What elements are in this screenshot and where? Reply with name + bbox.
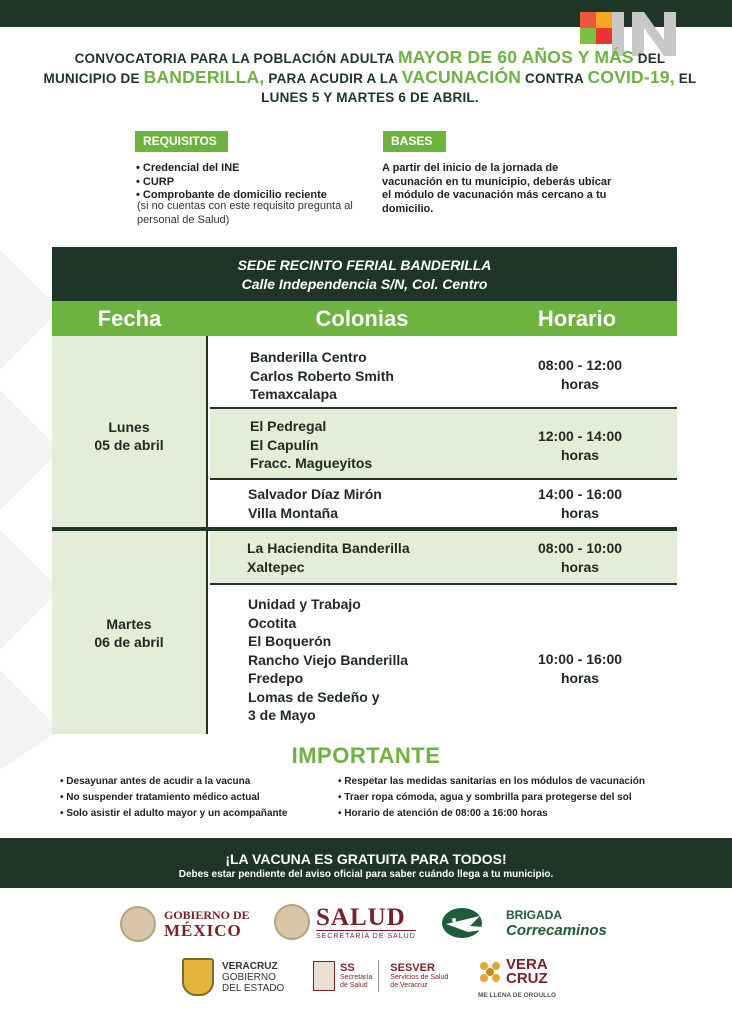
horario-unit: horas [560,446,600,463]
colonia: Salvador Díaz Mirón [248,486,382,502]
veracruz-gobierno-logo [182,958,284,996]
brigada-correcaminos-logo [440,906,607,940]
colonias-cell [250,417,372,473]
requisitos-list [136,162,376,203]
footer-subline: Debes estar pendiente del aviso oficial para saber cuándo llega a tu municipio. [178,869,554,880]
horario-range: 08:00 - 10:00 [537,540,623,556]
colonia: Fracc. Magueyitos [250,455,373,471]
logo-text: SS [340,962,355,974]
horario-unit: horas [560,558,600,575]
gobierno-mexico-logo [120,906,250,942]
colonias-cell [248,595,408,725]
colonia: El Pedregal [250,418,327,434]
header-horario: Horario [537,306,617,331]
sede-header [52,247,677,301]
table-row [210,531,677,585]
requisito-item: • CURP [136,176,376,190]
requisito-item: • Comprobante de domicilio reciente [136,189,376,203]
colonias-cell [247,539,410,576]
logo-text: Secretaría [340,974,373,981]
flower-mark-icon [478,960,502,984]
roadrunner-icon [440,906,498,940]
requisito-item: • Credencial del INE [136,162,376,176]
importante-list-left [60,774,320,822]
logo-text: GOBIERNO DE [164,908,250,922]
colonia: La Haciendita Banderilla [247,540,410,556]
table-row [210,585,677,734]
logo-text: Correcaminos [506,921,607,939]
logo-text: DEL ESTADO [222,982,285,994]
salud-logo [274,904,416,940]
colonia: Villa Montaña [248,504,338,521]
colonias-cell [248,485,382,522]
importante-list-right [338,774,698,822]
importante-item: • Desayunar antes de acudir a la vacuna [60,774,320,790]
importante-item: • Solo asistir el adulto mayor y un acompañante [60,806,320,822]
ss-building-icon [313,961,335,991]
mexico-seal-icon [120,906,156,942]
colonia: Xaltepec [247,558,305,575]
table-row [210,409,677,480]
logo-tagline: ME LLENA DE ORGULLO [478,992,557,999]
colonia: Lomas de Sedeño y [248,688,380,705]
importante-item: • No suspender tratamiento médico actual [60,790,320,806]
header-colonias: Colonias [315,306,409,331]
day-date: 05 de abril [94,437,164,453]
logo-text: GOBIERNO [222,971,276,983]
horario-cell [510,427,650,464]
logo-text: de Salud [340,982,368,989]
veracruz-orgullo-logo [478,956,557,999]
veracruz-shield-icon [182,958,214,996]
logo-text: SESVER [390,962,435,974]
day-name: Martes [106,616,152,632]
logo-text: VERACRUZ [222,960,278,972]
footer-band [0,838,732,888]
logo-text: SALUD [316,903,406,931]
colonia: Unidad y Trabajo [248,596,361,612]
logo-text: Servicios de Salud [390,974,449,981]
ss-sesver-logo [313,960,448,992]
date-cell-lunes [52,336,208,527]
horario-cell [510,356,650,393]
horario-cell [510,485,650,522]
sede-address: Calle Independencia S/N, Col. Centro [241,276,488,292]
importante-item: • Traer ropa cómoda, agua y sombrilla para protegerse del sol [338,790,698,806]
logo-text: MÉXICO [164,921,242,940]
logo-text: CRUZ [506,970,548,987]
table-row [210,480,677,527]
horario-range: 10:00 - 16:00 [537,651,623,667]
day-name: Lunes [108,419,150,435]
importante-title: IMPORTANTE [291,743,441,768]
requisitos-note: (si no cuentas con este requisito pregunta al personal de Salud) [137,200,353,226]
mexico-seal-icon [274,904,310,940]
colonia: Ocotita [248,614,297,631]
headline: CONVOCATORIA PARA LA POBLACIÓN ADULTA MAYOR DE 60 AÑOS Y MÁS DEL MUNICIPIO DE BANDERILLA, PARA ACUDIR A LA VACUNACIÓN CONTRA COVID-19, EL LUNES 5 Y MARTES 6 DE ABRIL. [43,47,697,105]
importante-item: • Horario de atención de 08:00 a 16:00 horas [338,806,698,822]
logo-separator [378,960,379,992]
logo-text: BRIGADA [506,907,562,922]
horario-range: 12:00 - 14:00 [537,428,623,444]
logo-text: VERA [506,956,548,973]
requisitos-tag: REQUISITOS [135,131,228,152]
footer-headline: ¡LA VACUNA ES GRATUITA PARA TODOS! [225,851,507,867]
table-header [52,301,677,336]
horario-cell [510,650,650,687]
date-cell-martes [52,531,208,734]
colonia: Banderilla Centro [250,349,367,365]
horario-range: 14:00 - 16:00 [537,486,623,502]
horario-unit: horas [560,669,600,686]
day-date: 06 de abril [94,634,164,650]
schedule-table [52,247,677,734]
horario-unit: horas [560,375,600,392]
background-pattern [0,250,60,770]
colonia: Rancho Viejo Banderilla [248,651,409,668]
sede-name: SEDE RECINTO FERIAL BANDERILLA [237,257,492,273]
horario-unit: horas [560,504,600,521]
colonia: Fredepo [248,670,304,686]
colonia: Temaxcalapa [250,386,337,402]
colonia: Carlos Roberto Smith [250,367,394,384]
logo-text: SECRETARÍA DE SALUD [316,930,416,940]
horario-cell [510,539,650,576]
colonias-cell [250,348,394,404]
colonia: El Boquerón [248,633,332,649]
bases-tag: BASES [383,131,446,152]
importante-item: • Respetar las medidas sanitarias en los módulos de vacunación [338,774,698,790]
bases-text: A partir del inicio de la jornada de vacunación en tu municipio, deberás ubicar el módulo de vacunación más cercano a tu domicilio. [382,162,612,215]
colonia: El Capulín [250,436,319,453]
horario-range: 08:00 - 12:00 [537,357,623,373]
logo-text: de Veracruz [390,982,428,989]
header-fecha: Fecha [97,306,162,331]
table-row [210,336,677,409]
colonia: 3 de Mayo [248,707,316,723]
